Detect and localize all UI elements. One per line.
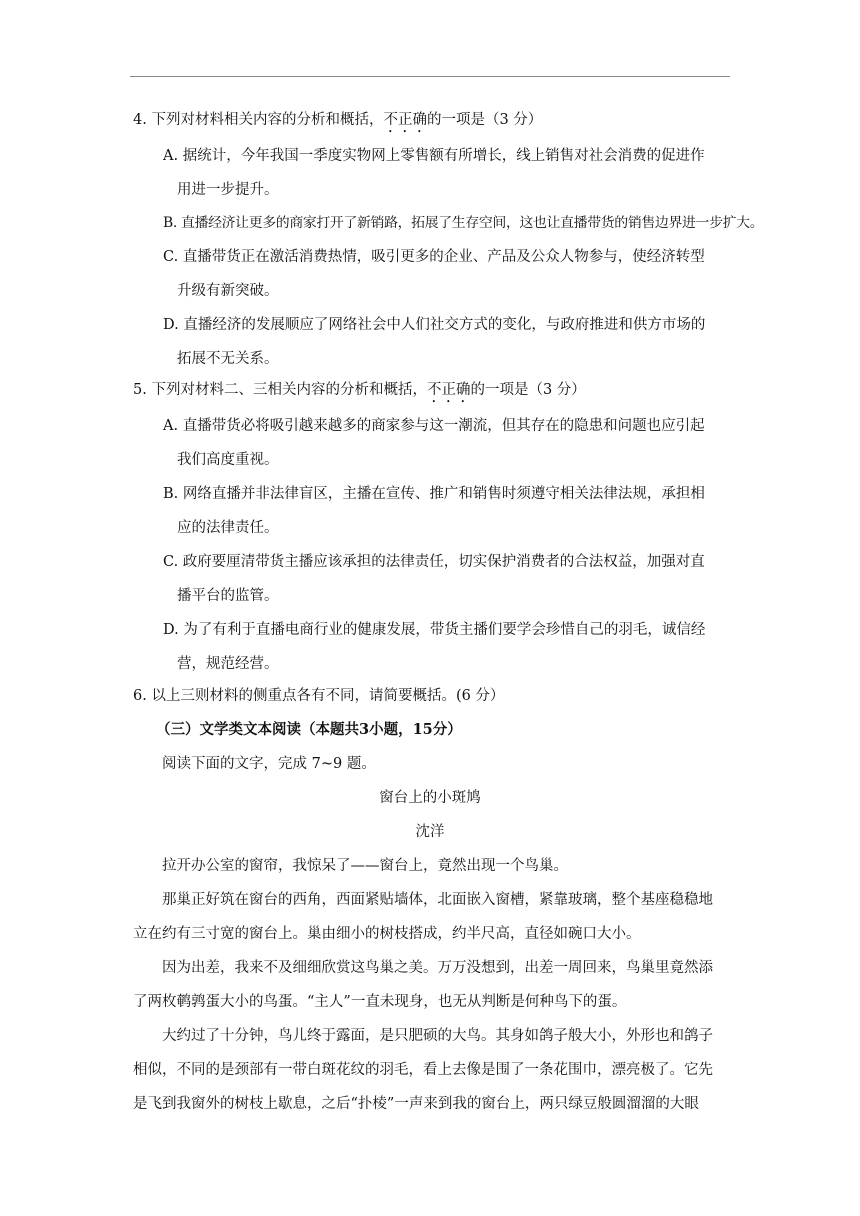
- question-5-option-a: A. 直播带货必将吸引越来越多的商家参与这一潮流，但其存在的隐患和问题也应引起: [163, 418, 705, 434]
- article-paragraph: 那巢正好筑在窗台的西角，西面紧贴墙体，北面嵌入窗槽，紧靠玻璃，整个基座稳稳地: [162, 892, 713, 908]
- question-5-option-a-cont: 我们高度重视。: [177, 452, 279, 468]
- article-title: 窗台上的小斑鸠: [379, 790, 481, 806]
- question-4-emphasis: 不正确: [383, 112, 427, 128]
- section-heading: （三）文学类文本阅读（本题共3小题，15分）: [156, 721, 462, 738]
- article-author: 沈洋: [415, 824, 445, 840]
- article-paragraph: 因为出差，我来不及细细欣赏这鸟巢之美。万万没想到，出差一周回来，鸟巢里竟然添: [162, 960, 713, 976]
- question-5-emphasis: 不正确: [426, 382, 471, 398]
- question-4-option-d: D. 直播经济的发展顺应了网络社会中人们社交方式的变化，与政府推进和供方市场的: [163, 317, 706, 333]
- section-instruction: 阅读下面的文字，完成 7~9 题。: [162, 756, 376, 772]
- question-4-score: 的一项是（3 分）: [426, 112, 543, 128]
- article-paragraph: 拉开办公室的窗帘，我惊呆了——窗台上，竟然出现一个鸟巢。: [162, 858, 568, 874]
- header-rule: [130, 76, 730, 77]
- article-paragraph-cont: 立在约有三寸宽的窗台上。巢由细小的树枝搭成，约半尺高，直径如碗口大小。: [133, 926, 641, 942]
- question-4-option-c-cont: 升级有新突破。: [177, 283, 279, 299]
- article-paragraph-cont: 了两枚鹌鹑蛋大小的鸟蛋。“主人”一直未现身，也无从判断是何种鸟下的蛋。: [133, 994, 627, 1010]
- question-5-stem: [133, 380, 586, 406]
- question-5-option-b: B. 网络直播并非法律盲区，主播在宣传、推广和销售时须遵守相关法律法规，承担相: [163, 486, 705, 502]
- article-paragraph: 大约过了十分钟，鸟儿终于露面，是只肥硕的大鸟。其身如鸽子般大小，外形也和鸽子: [162, 1028, 713, 1044]
- question-4-option-b: B. 直播经济让更多的商家打开了新销路，拓展了生存空间，这也让直播带货的销售边界进一步扩大。: [163, 215, 764, 231]
- article-paragraph-cont: 是飞到我窗外的树枝上歇息，之后“扑棱”一声来到我的窗台上，两只绿豆般圆溜溜的大眼: [133, 1096, 699, 1112]
- question-5-score: 的一项是（3 分）: [470, 382, 586, 398]
- question-5-option-d: D. 为了有利于直播电商行业的健康发展，带货主播们要学会珍惜自己的羽毛，诚信经: [163, 622, 706, 638]
- question-4-option-d-cont: 拓展不无关系。: [177, 351, 279, 367]
- question-4-option-a-cont: 用进一步提升。: [177, 182, 279, 198]
- question-4-option-c: C. 直播带货正在激活消费热情，吸引更多的企业、产品及公众人物参与，使经济转型: [163, 249, 705, 265]
- question-5-option-d-cont: 营，规范经营。: [177, 656, 279, 672]
- question-5-option-b-cont: 应的法律责任。: [177, 520, 279, 536]
- question-5-stem-text: 5. 下列对材料二、三相关内容的分析和概括，: [133, 382, 427, 398]
- question-4-option-a: A. 据统计，今年我国一季度实物网上零售额有所增长，线上销售对社会消费的促进作: [163, 148, 705, 164]
- question-4-stem: [133, 110, 542, 136]
- question-5-option-c-cont: 播平台的监管。: [177, 588, 279, 604]
- question-6-stem: 6. 以上三则材料的侧重点各有不同，请简要概括。(6 分）: [133, 688, 505, 704]
- question-5-option-c: C. 政府要厘清带货主播应该承担的法律责任，切实保护消费者的合法权益，加强对直: [163, 554, 705, 570]
- question-4-stem-text: 4. 下列对材料相关内容的分析和概括，: [133, 112, 384, 128]
- article-paragraph-cont: 相似，不同的是颈部有一带白斑花纹的羽毛，看上去像是围了一条花围巾，漂亮极了。它先: [133, 1062, 713, 1078]
